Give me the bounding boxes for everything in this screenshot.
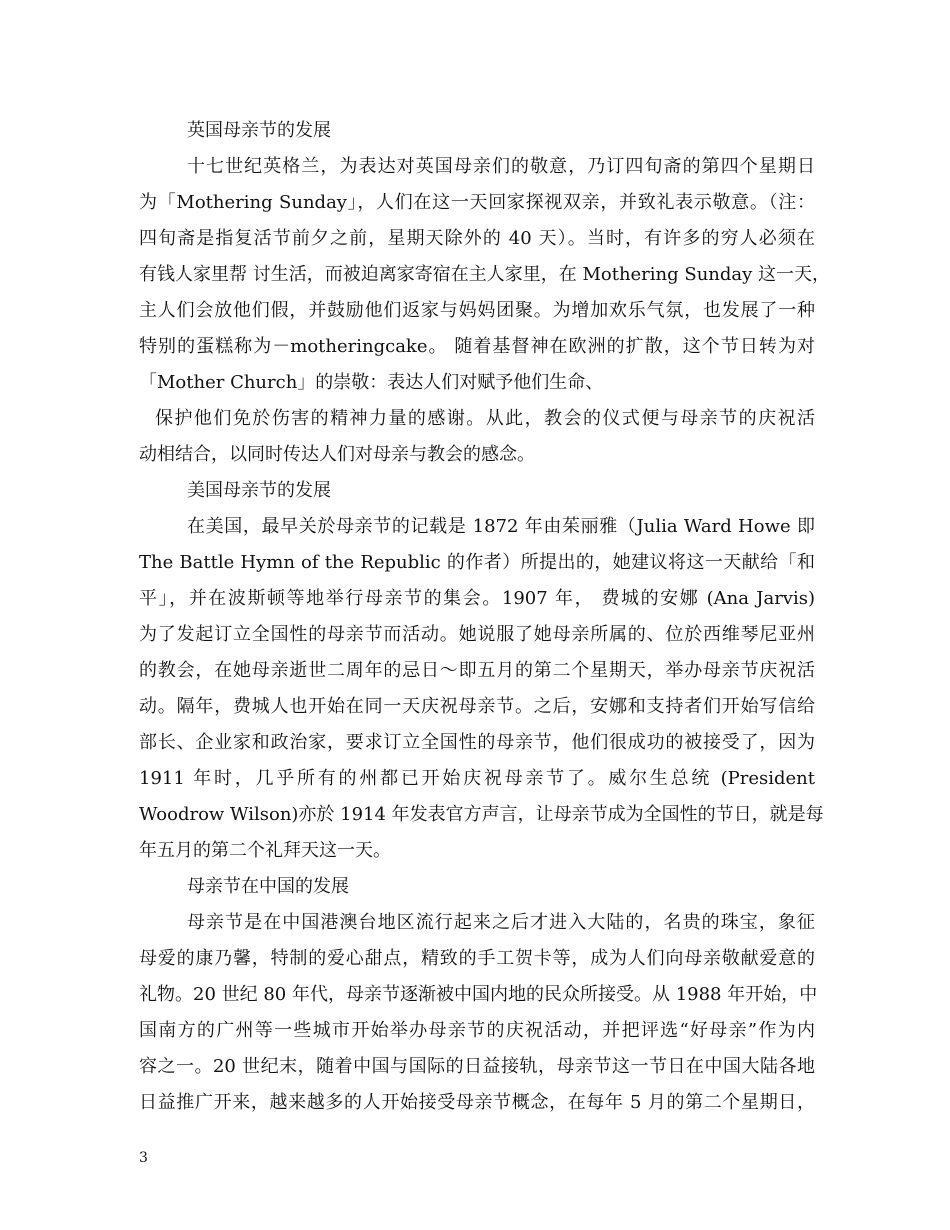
text-line: 特别的蛋糕称为－motheringcake。 随着基督神在欧洲的扩散，这个节日转为对 xyxy=(139,336,815,357)
text-line: 为「Mothering Sunday」，人们在这一天回家探视双亲，并致礼表示敬意。（注： xyxy=(139,192,815,213)
text-line: 国南方的广州等一些城市开始举办母亲节的庆祝活动，并把评选“好母亲”作为内 xyxy=(139,1020,815,1041)
text-line: 母爱的康乃馨，特制的爱心甜点，精致的手工贺卡等，成为人们向母亲敬献爱意的 xyxy=(139,948,815,969)
heading-us: 美国母亲节的发展 xyxy=(187,480,331,501)
text-line: The Battle Hymn of the Republic 的作者）所提出的，她建议将这一天献给「和 xyxy=(139,552,815,573)
text-line: 的教会，在她母亲逝世二周年的忌日～即五月的第二个星期天，举办母亲节庆祝活 xyxy=(139,660,815,681)
text-line: 保护他们免於伤害的精神力量的感谢。从此，教会的仪式便与母亲节的庆祝活 xyxy=(155,408,815,429)
text-line: 十七世纪英格兰，为表达对英国母亲们的敬意，乃订四旬斋的第四个星期日 xyxy=(187,156,815,177)
page-number: 3 xyxy=(139,1150,148,1166)
text-line: Woodrow Wilson)亦於 1914 年发表官方声言，让母亲节成为全国性的节日，就是每 xyxy=(139,804,824,825)
text-line: 主人们会放他们假，并鼓励他们返家与妈妈团聚。为增加欢乐气氛，也发展了一种 xyxy=(139,300,815,321)
text-line: 部长、企业家和政治家，要求订立全国性的母亲节，他们很成功的被接受了，因为 xyxy=(139,732,815,753)
text-line: 容之一。20 世纪末，随着中国与国际的日益接轨，母亲节这一节日在中国大陆各地 xyxy=(139,1056,815,1077)
text-line: 母亲节是在中国港澳台地区流行起来之后才进入大陆的，名贵的珠宝，象征 xyxy=(187,912,815,933)
text-line: 为了发起订立全国性的母亲节而活动。她说服了她母亲所属的、位於西维琴尼亚州 xyxy=(139,624,815,645)
text-line: 年五月的第二个礼拜天这一天。 xyxy=(139,840,391,861)
text-line: 在美国，最早关於母亲节的记载是 1872 年由茱丽雅（Julia Ward Howe 即 xyxy=(187,516,815,537)
text-line: 日益推广开来，越来越多的人开始接受母亲节概念，在每年 5 月的第二个星期日， xyxy=(139,1092,815,1113)
text-line: 1911 年时，几乎所有的州都已开始庆祝母亲节了。威尔生总统 (President xyxy=(139,768,815,789)
heading-uk: 英国母亲节的发展 xyxy=(187,120,331,141)
text-line: 平」，并在波斯顿等地举行母亲节的集会。1907 年， 费城的安娜 (Ana Jarvis) xyxy=(139,588,815,609)
text-line: 有钱人家里帮 讨生活，而被迫离家寄宿在主人家里，在 Mothering Sunday 这一天， xyxy=(139,264,831,285)
text-line: 礼物。20 世纪 80 年代，母亲节逐渐被中国内地的民众所接受。从 1988 年开始，中 xyxy=(139,984,818,1005)
heading-china: 母亲节在中国的发展 xyxy=(187,876,349,897)
text-line: 「Mother Church」的崇敬：表达人们对赋予他们生命、 xyxy=(139,372,604,393)
text-line: 动相结合，以同时传达人们对母亲与教会的感念。 xyxy=(139,444,535,465)
text-line: 四旬斋是指复活节前夕之前，星期天除外的 40 天）。当时，有许多的穷人必须在 xyxy=(139,228,815,249)
text-line: 动。隔年，费城人也开始在同一天庆祝母亲节。之后，安娜和支持者们开始写信给 xyxy=(139,696,815,717)
